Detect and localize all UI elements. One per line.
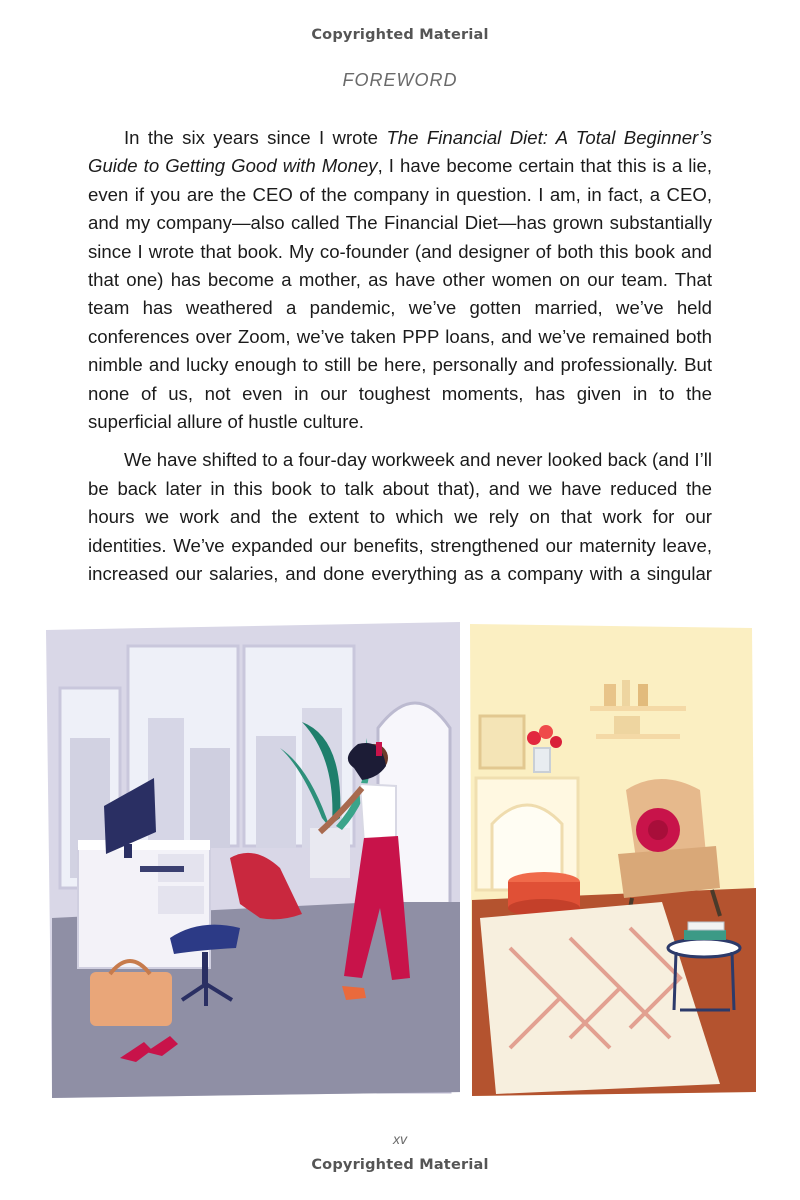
page-number: xv — [393, 1131, 407, 1147]
paragraph: In the six years since I wrote The Financial Diet: A Total Beginner’s Guide to Getting Good with Money, I have become certain that this is a lie, even if you are the CEO of the company in question. I am, in fact, a CEO, and my company—also called The Financial Diet—has grown substantially since I wrote that book. My co-founder (and designer of both this book and that one) has become a mother, as have other women on our team. That team has weathered a pandemic, we’ve gotten married, we’ve held conferences over Zoom, we’ve taken PPP loans, and we’ve remained both nimble and lucky enough to still be here, personally and professionally. But none of us, not even in our toughest moments, has given in to the superficial allure of hustle culture. — [88, 127, 713, 433]
paragraph: We have shifted to a four-day workweek and never looked back (and I’ll be back later in this book to talk about that), and we have reduced the hours we work and the extent to which we rely on that work for our identities. We’ve expanded our benefits, strengthened our maternity leave, increased our salaries, and done everything as a company with a singular — [88, 449, 712, 585]
book-title: The Financial Diet: A Total Beginner’s Guide to Getting Good with Money — [88, 127, 713, 177]
living-room-scene — [470, 624, 756, 1096]
body-text — [88, 124, 712, 599]
running-header: FOREWORD — [342, 70, 458, 90]
office-scene — [46, 622, 464, 1098]
copyright-stamp-bottom: Copyrighted Material — [311, 1157, 489, 1173]
copyright-stamp-top: Copyrighted Material — [311, 27, 489, 43]
illustration-office-and-living-room — [40, 618, 760, 1100]
